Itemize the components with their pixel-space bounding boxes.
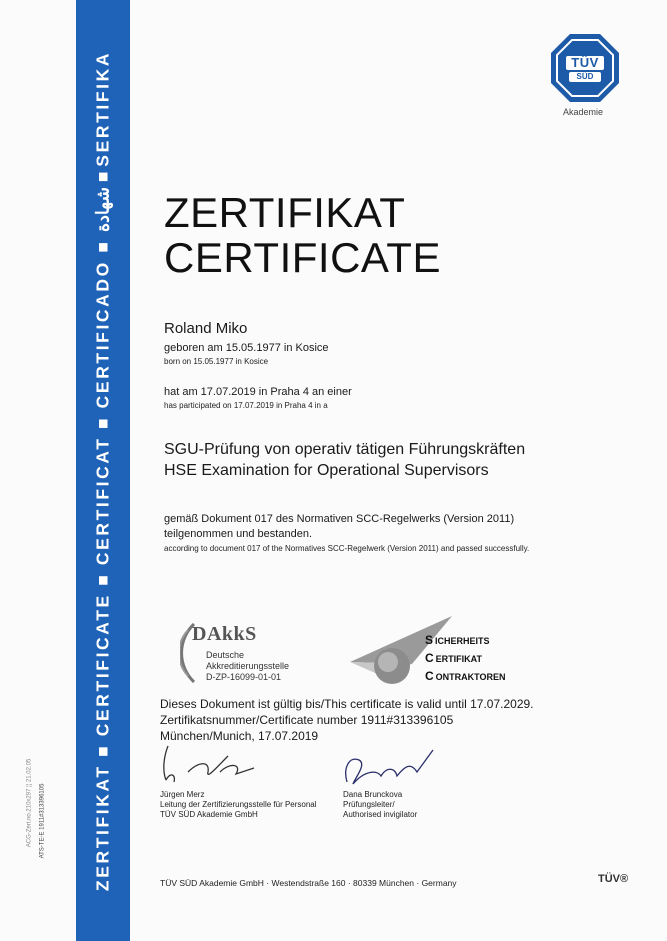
- signatory2-role-english: Authorised invigilator: [343, 810, 418, 819]
- dakks-name: DAkkS: [192, 623, 257, 645]
- basis-german-line2: teilgenommen und bestanden.: [164, 528, 312, 540]
- signature-merz-icon: [158, 742, 268, 788]
- basis-english: according to document 017 of the Normatives SCC-Regelwerk (Version 2011) and passed successfully.: [164, 544, 530, 553]
- recipient-name: Roland Miko: [164, 320, 248, 337]
- signatory1-organization: TÜV SÜD Akademie GmbH: [160, 810, 258, 819]
- signatory1-name: Jürgen Merz: [160, 790, 205, 799]
- participation-german: hat am 17.07.2019 in Praha 4 an einer: [164, 386, 352, 398]
- margin-form-code: ACG-Zert.no.210x297 ¦¦ 21.02.05: [26, 758, 33, 848]
- side-band-text: ZERTIFIKAT ■ CERTIFICATE ■ CERTIFICAT ■ CERTIFICADO ■ شهادة ■ SERTIFIKA: [92, 50, 113, 891]
- scc-line-1: S ICHERHEITS: [425, 633, 490, 647]
- certificate-number: Zertifikatsnummer/Certificate number 1911#313396105: [160, 713, 454, 727]
- margin-cert-code: ATS-TE-E 1911#313396105: [39, 783, 46, 859]
- exam-title-english: HSE Examination for Operational Supervisors: [164, 462, 489, 479]
- title-english: CERTIFICATE: [164, 234, 441, 281]
- logo-text: TÜV: [571, 55, 599, 70]
- signatory1-role: Leitung der Zertifizierungsstelle für Personal: [160, 800, 317, 809]
- exam-title-german: SGU-Prüfung von operativ tätigen Führungskräften: [164, 441, 526, 458]
- validity-statement: Dieses Dokument ist gültig bis/This certificate is valid until 17.07.2029.: [160, 697, 534, 711]
- scc-line-2: C ERTIFIKAT: [425, 651, 482, 665]
- footer-address: TÜV SÜD Akademie GmbH · Westendstraße 160 · 80339 München · Germany: [160, 878, 457, 888]
- certificate-side-band: [76, 0, 130, 941]
- logo-subtext: SÜD: [576, 72, 594, 81]
- dakks-line1: Deutsche: [206, 650, 245, 660]
- dakks-line2: Akkreditierungsstelle: [206, 661, 290, 671]
- birth-info-english: born on 15.05.1977 in Kosice: [164, 357, 269, 366]
- participation-english: has participated on 17.07.2019 in Praha 4 in a: [164, 401, 328, 410]
- footer-brand: TÜV®: [598, 873, 629, 885]
- logo-caption: Akademie: [563, 107, 604, 117]
- dakks-accreditation-number: D-ZP-16099-01-01: [206, 672, 282, 682]
- place-and-date: München/Munich, 17.07.2019: [160, 729, 319, 743]
- title-german: ZERTIFIKAT: [164, 189, 406, 236]
- signature-brunckova-icon: [333, 748, 443, 790]
- basis-german-line1: gemäß Dokument 017 des Normativen SCC-Regelwerks (Version 2011): [164, 513, 515, 525]
- signatory2-name: Dana Brunckova: [343, 790, 403, 799]
- birth-info-german: geboren am 15.05.1977 in Kosice: [164, 342, 329, 354]
- signatory2-role: Prüfungsleiter/: [343, 800, 395, 809]
- scc-line-3: C ONTRAKTOREN: [425, 669, 506, 683]
